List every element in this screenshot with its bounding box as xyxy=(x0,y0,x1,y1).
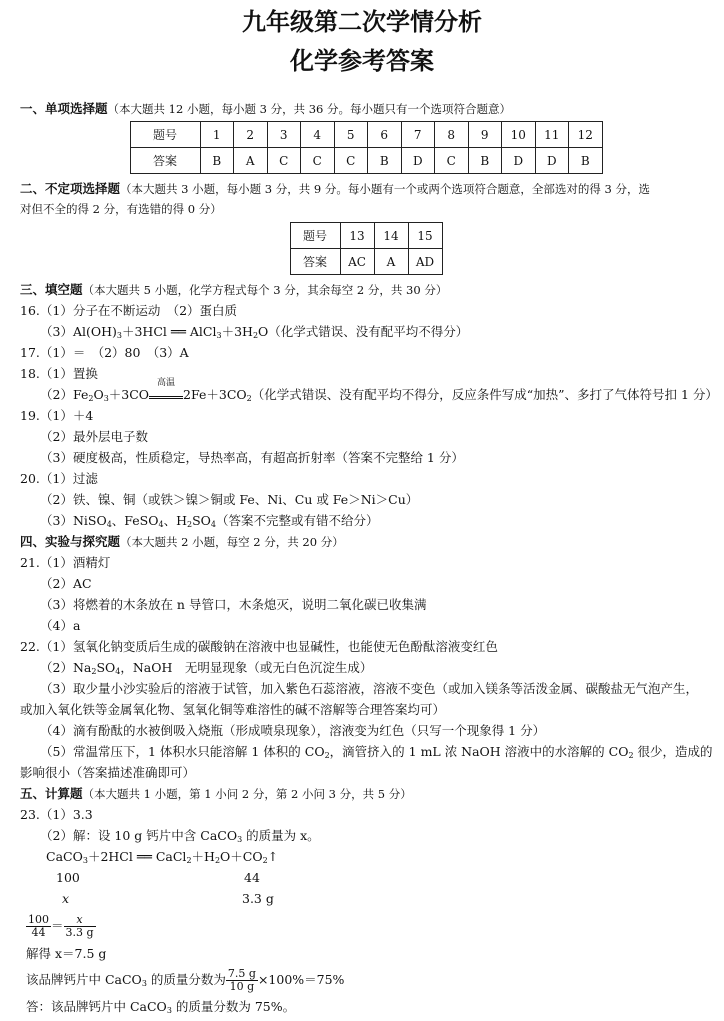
question-number: 4 xyxy=(301,122,335,148)
mass-row xyxy=(20,888,712,909)
section3-note: （本大题共 5 小题，化学方程式每个 3 分，其余每空 2 分，共 30 分） xyxy=(82,283,448,297)
fraction-numerator: 7.5 g xyxy=(227,967,256,980)
page-title: 九年级第二次学情分析 xyxy=(242,8,482,36)
section2-title: 二、不定项选择题 xyxy=(20,181,121,196)
answer-cell: B xyxy=(200,148,234,174)
answer-18-1: 18.（1）置换 xyxy=(20,366,98,381)
section3-title: 三、填空题 xyxy=(20,282,83,297)
final-answer-part: 答：该品牌钙片中 CaCO xyxy=(26,999,167,1014)
answer-20-3-note: （答案不完整或有错不给分） xyxy=(216,513,379,528)
question-number: 2 xyxy=(234,122,268,148)
answer-21-4: （4）a xyxy=(40,618,81,633)
answer-21-2: （2）AC xyxy=(40,576,92,591)
answer-20-1: 20.（1）过滤 xyxy=(20,471,98,486)
question-number: 13 xyxy=(340,223,374,249)
table-header-cell: 答案 xyxy=(290,249,340,275)
table-row xyxy=(290,249,442,275)
mass-fraction xyxy=(226,968,258,993)
answer-19-2: （2）最外层电子数 xyxy=(40,429,148,444)
answer-19-1: 19.（1）＋4 xyxy=(20,408,94,423)
answer-cell: AD xyxy=(408,249,442,275)
final-answer-part: 的质量分数为 75%。 xyxy=(171,999,296,1014)
answer-20-2: （2）铁、镍、铜（或铁＞镍＞铜或 Fe、Ni、Cu 或 Fe＞Ni＞Cu） xyxy=(40,492,419,507)
proportion-equation: $\frac{100}{44}$ ＝ $\frac{x}{3.3 g}$ xyxy=(28,913,94,939)
ratio-denominator: 44 xyxy=(31,926,46,939)
section1-answer-table xyxy=(130,121,603,174)
answer-cell: D xyxy=(502,148,536,174)
question-number: 1 xyxy=(200,122,234,148)
section2-answer-table xyxy=(290,222,443,275)
answer-22-5-part: （5）常温常压下，1 体积水只能溶解 1 体积的 CO xyxy=(40,744,325,759)
reaction-condition-label: 高温 xyxy=(157,378,176,388)
answer-16-3-note: （化学式错误、没有配平均不得分） xyxy=(268,324,469,339)
ratio-numerator: 100 xyxy=(28,913,49,926)
mass-fraction-part: ×100%＝75% xyxy=(257,972,345,987)
molar-mass-row xyxy=(20,867,712,888)
answer-22-5-continued: 影响很小（答案描述准确即可） xyxy=(20,765,196,780)
answer-22-1: 22.（1）氢氧化钠变质后生成的碳酸钠在溶液中也显碱性，也能使无色酚酞溶液变红色 xyxy=(20,639,498,654)
section5-title: 五、计算题 xyxy=(20,786,83,801)
section4-title: 四、实验与探究题 xyxy=(20,534,121,549)
question-number: 7 xyxy=(401,122,435,148)
answer-22-4: （4）滴有酚酞的水被倒吸入烧瓶（形成喷泉现象），溶液变为红色（只写一个现象得 1 分） xyxy=(40,723,546,738)
question-number: 9 xyxy=(468,122,502,148)
answer-23-2: （2）解：设 10 g 钙片中含 CaCO$_3$ 的质量为 x。 xyxy=(40,828,320,844)
unknown-x: x xyxy=(62,891,70,906)
table-header-cell: 题号 xyxy=(130,122,200,148)
answer-cell: AC xyxy=(340,249,374,275)
fraction-denominator: 10 g xyxy=(229,980,255,993)
answer-22-3-continued: 或加入氧化铁等金属氧化物、氢氧化铜等难溶性的碱不溶解等合理答案均可） xyxy=(20,702,446,717)
section2-note-continued: 对但不全的得 2 分，有选错的得 0 分） xyxy=(20,202,222,216)
answer-cell: D xyxy=(535,148,569,174)
answer-22-2: $(2)Na_2SO_4$，NaOH 无明显现象（或无白色沉淀生成） xyxy=(40,660,373,676)
answer-cell: C xyxy=(301,148,335,174)
table-row xyxy=(290,223,442,249)
answer-22-2-rest: ，NaOH 无明显现象（或无白色沉淀生成） xyxy=(120,660,373,675)
answer-content xyxy=(20,98,718,1017)
table-row xyxy=(130,122,602,148)
chemical-equation: CaCO$_3$＋2HCl ══ $CaCl_2+H_2O+CO_2↑$ xyxy=(46,849,279,865)
question-number: 6 xyxy=(368,122,402,148)
answer-23-2-part: 的质量为 x。 xyxy=(242,828,320,843)
answer-17: 17.（1）＝ （2）80 （3）A xyxy=(20,345,189,360)
question-number: 3 xyxy=(267,122,301,148)
solution-result: 解得 x＝7.5 g xyxy=(26,946,107,961)
answer-19-3: （3）硬度极高，性质稳定，导热率高，有超高折射率（答案不完整给 1 分） xyxy=(40,450,464,465)
table-row xyxy=(130,148,602,174)
answer-cell: B xyxy=(368,148,402,174)
table-header-cell: 题号 xyxy=(290,223,340,249)
section1-note: （本大题共 12 小题，每小题 3 分，共 36 分。每小题只有一个选项符合题意） xyxy=(107,102,512,116)
question-number: 10 xyxy=(502,122,536,148)
answer-16-3: $(3)Al(OH)_3+3HCl$ ══ $AlCl_3+3H_2O$（化学式错误、没有配平均不得分） xyxy=(40,324,469,340)
question-number: 12 xyxy=(569,122,603,148)
answer-22-5-part: 很少，造成的 xyxy=(633,744,713,759)
question-number: 5 xyxy=(334,122,368,148)
answer-18-2-note: （化学式错误、没有配平均不得分，反应条件写成“加热”、多打了气体符号扣 1 分） xyxy=(251,387,718,402)
answer-23-2-part: （2）解：设 10 g 钙片中含 CaCO xyxy=(40,828,238,843)
table-header-cell: 答案 xyxy=(130,148,200,174)
answer-22-3: （3）取少量小沙实验后的溶液于试管，加入紫色石蕊溶液，溶液不变色（或加入镁条等活泼金属、碳酸盐无气泡产生， xyxy=(40,681,698,696)
answer-cell: D xyxy=(401,148,435,174)
co2-mass: 3.3 g xyxy=(242,891,274,906)
answer-22-5: （5）常温常压下，1 体积水只能溶解 1 体积的 $CO_2$，滴管挤入的 1 mL 浓 NaOH 溶液中的水溶解的 $CO_2$ 很少，造成的 xyxy=(40,744,713,760)
ratio-numerator: x xyxy=(64,914,96,927)
page-subtitle: 化学参考答案 xyxy=(290,47,434,75)
mass-fraction-part: 的质量分数为 xyxy=(146,972,226,987)
answer-23-1: 23.（1）3.3 xyxy=(20,807,93,822)
question-number: 14 xyxy=(374,223,408,249)
question-number: 11 xyxy=(535,122,569,148)
section5-heading xyxy=(20,783,712,804)
molar-mass-co2: 44 xyxy=(244,870,260,885)
answer-21-3: （3）将燃着的木条放在 n 导管口，木条熄灭，说明二氧化碳已收集满 xyxy=(40,597,427,612)
mass-fraction-part: 该品牌钙片中 CaCO xyxy=(26,972,142,987)
mass-fraction-calc: 该品牌钙片中 CaCO$_3$ 的质量分数为 $\frac{7.5 g}{10 g}$ ×100%＝75% xyxy=(26,967,345,993)
section2-heading xyxy=(20,178,712,199)
question-number: 8 xyxy=(435,122,469,148)
answer-cell: C xyxy=(267,148,301,174)
section1-heading xyxy=(20,98,712,119)
final-answer: 答：该品牌钙片中 CaCO$_3$ 的质量分数为 75%。 xyxy=(26,999,296,1015)
answer-20-3: （3）NiSO$_4$、FeSO$_4$、$H_2SO_4$（答案不完整或有错不给分） xyxy=(40,513,379,529)
answer-cell: A xyxy=(234,148,268,174)
section4-note: （本大题共 2 小题，每空 2 分，共 20 分） xyxy=(120,535,344,549)
ratio-denominator: 3.3 g xyxy=(65,926,94,939)
answer-cell: B xyxy=(569,148,603,174)
answer-16-1: 16.（1）分子在不断运动 （2）蛋白质 xyxy=(20,303,238,318)
answer-22-5-part: ，滴管挤入的 1 mL 浓 NaOH 溶液中的水溶解的 CO xyxy=(329,744,629,759)
answer-cell: C xyxy=(435,148,469,174)
ratio-fraction-left xyxy=(26,914,51,939)
ratio-fraction-right xyxy=(64,914,96,939)
section1-title: 一、单项选择题 xyxy=(20,101,108,116)
answer-21-1: 21.（1）酒精灯 xyxy=(20,555,111,570)
answer-18-2: $(2)Fe_2O_3+3CO$ 高温 $2Fe+3CO_2$（化学式错误、没有配平均不得分，反应条件写成“加热”、多打了气体符号扣 1 分） xyxy=(40,378,718,403)
section4-heading xyxy=(20,531,712,552)
section5-note: （本大题共 1 小题，第 1 小问 2 分，第 2 小问 3 分，共 5 分） xyxy=(82,787,412,801)
section3-heading xyxy=(20,279,712,300)
reaction-condition xyxy=(149,378,183,399)
answer-cell: C xyxy=(334,148,368,174)
answer-cell: B xyxy=(468,148,502,174)
question-number: 15 xyxy=(408,223,442,249)
molar-mass-caco3: 100 xyxy=(56,870,80,885)
section2-note: （本大题共 3 小题，每小题 3 分，共 9 分。每小题有一个或两个选项符合题意，全部选对的得 3 分，选 xyxy=(120,182,651,196)
answer-cell: A xyxy=(374,249,408,275)
